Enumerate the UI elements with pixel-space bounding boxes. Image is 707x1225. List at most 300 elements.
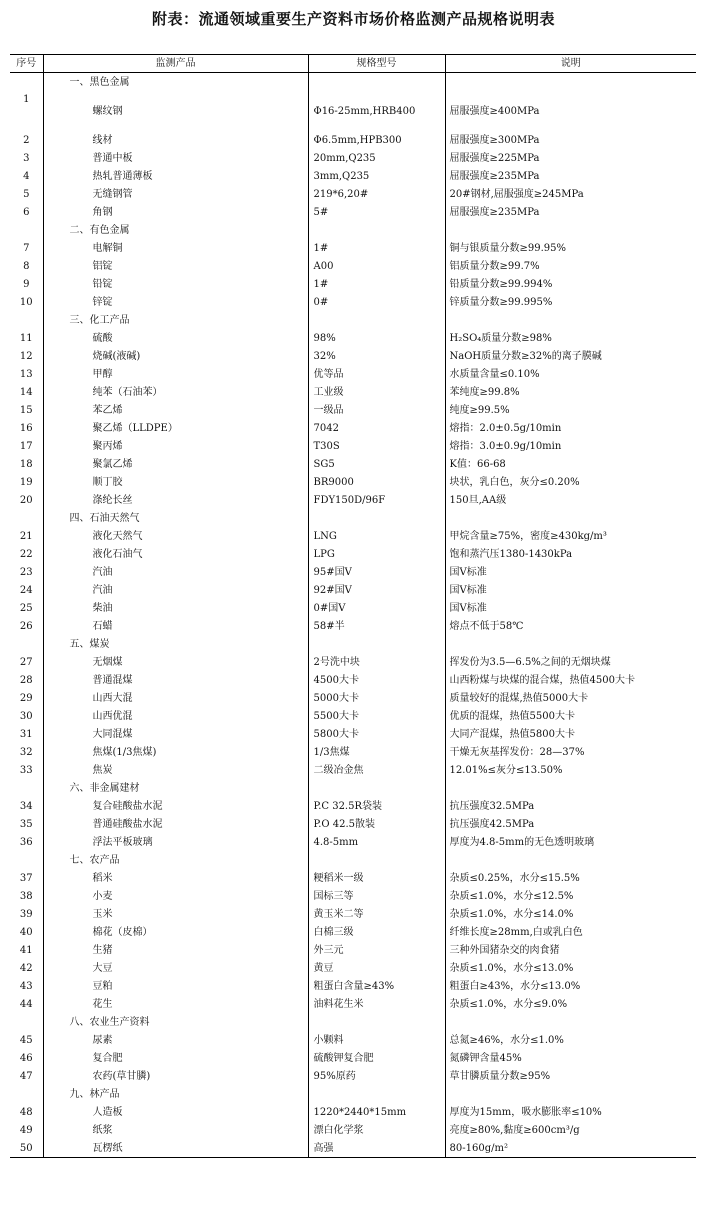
row-spec: LPG (308, 545, 445, 563)
table-row (10, 419, 696, 437)
table-row (10, 491, 696, 509)
row-spec: 4.8-5mm (308, 833, 445, 851)
row-description-cell (445, 1013, 696, 1031)
row-product: 玉米 (43, 905, 308, 923)
row-spec: 20mm,Q235 (308, 149, 445, 167)
table-row (10, 1121, 696, 1139)
row-index: 30 (19, 710, 33, 722)
row-spec: 3mm,Q235 (308, 167, 445, 185)
row-index: 37 (19, 872, 33, 884)
row-spec: 5500大卡 (308, 707, 445, 725)
row-product: 聚乙烯（LLDPE） (43, 419, 308, 437)
table-row (10, 887, 696, 905)
row-index-cell (10, 635, 43, 653)
row-product: 涤纶长丝 (43, 491, 308, 509)
category-row (10, 509, 696, 527)
row-product: 烧碱(液碱) (43, 347, 308, 365)
row-spec-cell (308, 73, 445, 92)
category-label: 九、林产品 (43, 1085, 308, 1103)
category-row (10, 73, 696, 92)
table-row (10, 689, 696, 707)
row-description-cell (445, 1085, 696, 1103)
row-product: 液化石油气 (43, 545, 308, 563)
row-index: 22 (19, 548, 33, 560)
row-spec-cell (308, 851, 445, 869)
row-product: 聚氯乙烯 (43, 455, 308, 473)
row-product: 花生 (43, 995, 308, 1013)
row-index: 44 (19, 998, 33, 1010)
row-product: 顺丁胶 (43, 473, 308, 491)
row-spec: 0# (308, 293, 445, 311)
row-description: 厚度为15mm，吸水膨胀率≤10% (445, 1103, 696, 1121)
table-row (10, 91, 696, 131)
row-spec: 一级品 (308, 401, 445, 419)
row-index: 8 (23, 260, 30, 272)
category-label: 八、农业生产资料 (43, 1013, 308, 1031)
row-product: 苯乙烯 (43, 401, 308, 419)
row-spec: P.O 42.5散装 (308, 815, 445, 833)
row-spec: 58#半 (308, 617, 445, 635)
row-index: 33 (19, 764, 33, 776)
table-row (10, 1139, 696, 1158)
row-product: 电解铜 (43, 239, 308, 257)
row-product: 山西优混 (43, 707, 308, 725)
row-index: 31 (19, 728, 33, 740)
row-description: 杂质≤1.0%，水分≤12.5% (445, 887, 696, 905)
row-spec: P.C 32.5R袋装 (308, 797, 445, 815)
row-index: 43 (19, 980, 33, 992)
row-description: 杂质≤1.0%，水分≤9.0% (445, 995, 696, 1013)
document-title: 附表：流通领域重要生产资料市场价格监测产品规格说明表 (151, 10, 555, 28)
table-header-row (10, 55, 696, 73)
row-index: 15 (19, 404, 33, 416)
row-product: 无缝钢管 (43, 185, 308, 203)
row-product: 大豆 (43, 959, 308, 977)
row-index: 36 (19, 836, 33, 848)
row-product: 焦煤(1/3焦煤) (43, 743, 308, 761)
row-index: 39 (19, 908, 33, 920)
row-description: 三种外国猪杂交的肉食猪 (445, 941, 696, 959)
row-description: 纯度≥99.5% (445, 401, 696, 419)
row-spec-cell (308, 635, 445, 653)
row-product: 焦炭 (43, 761, 308, 779)
row-spec: 1# (308, 275, 445, 293)
row-description: 挥发份为3.5—6.5%之间的无烟块煤 (445, 653, 696, 671)
table-row (10, 905, 696, 923)
row-product: 汽油 (43, 563, 308, 581)
row-description: 抗压强度32.5MPa (445, 797, 696, 815)
row-product: 尿素 (43, 1031, 308, 1049)
row-spec: 219*6,20# (308, 185, 445, 203)
row-description: 12.01%≤灰分≤13.50% (445, 761, 696, 779)
row-description: 块状，乳白色，灰分≤0.20% (445, 473, 696, 491)
row-spec: 2号洗中块 (308, 653, 445, 671)
row-product: 纸浆 (43, 1121, 308, 1139)
row-index-cell (10, 1085, 43, 1103)
row-index: 6 (23, 206, 30, 218)
row-index: 14 (19, 386, 33, 398)
row-spec: 92#国Ⅴ (308, 581, 445, 599)
row-index-cell (10, 221, 43, 239)
row-product: 棉花（皮棉） (43, 923, 308, 941)
row-product: 锌锭 (43, 293, 308, 311)
row-description: 锌质量分数≥99.995% (445, 293, 696, 311)
row-description: 饱和蒸汽压1380-1430kPa (445, 545, 696, 563)
row-index: 24 (19, 584, 33, 596)
row-spec: 工业级 (308, 383, 445, 401)
row-index-cell (10, 779, 43, 797)
row-product: 瓦楞纸 (43, 1139, 308, 1158)
row-description: 国Ⅴ标准 (445, 581, 696, 599)
row-spec: 漂白化学浆 (308, 1121, 445, 1139)
row-product: 液化天然气 (43, 527, 308, 545)
row-product: 螺纹钢 (43, 91, 308, 131)
row-index-cell (10, 1013, 43, 1031)
row-product: 线材 (43, 131, 308, 149)
table-row (10, 941, 696, 959)
table-row (10, 329, 696, 347)
table-row (10, 473, 696, 491)
row-description: 粗蛋白≥43%，水分≤13.0% (445, 977, 696, 995)
row-description: 熔点不低于58℃ (445, 617, 696, 635)
row-spec: BR9000 (308, 473, 445, 491)
row-spec: 0#国Ⅴ (308, 599, 445, 617)
row-index: 19 (19, 476, 33, 488)
row-description: 草甘膦质量分数≥95% (445, 1067, 696, 1085)
row-spec-cell (308, 509, 445, 527)
row-product: 复合肥 (43, 1049, 308, 1067)
row-spec: 5000大卡 (308, 689, 445, 707)
row-description: K值：66-68 (445, 455, 696, 473)
row-description: 总氮≥46%，水分≤1.0% (445, 1031, 696, 1049)
table-row (10, 995, 696, 1013)
row-index: 5 (23, 188, 30, 200)
row-product: 大同混煤 (43, 725, 308, 743)
row-description: 山西粉煤与块煤的混合煤，热值4500大卡 (445, 671, 696, 689)
table-row (10, 1067, 696, 1085)
row-spec: 二级冶金焦 (308, 761, 445, 779)
row-spec: 小颗料 (308, 1031, 445, 1049)
spec-table (10, 54, 696, 1158)
table-row (10, 707, 696, 725)
row-product: 甲醇 (43, 365, 308, 383)
table-row (10, 1103, 696, 1121)
row-description: 国Ⅴ标准 (445, 563, 696, 581)
row-index: 16 (19, 422, 33, 434)
row-spec: T30S (308, 437, 445, 455)
table-row (10, 743, 696, 761)
row-spec: 粗蛋白含量≥43% (308, 977, 445, 995)
row-product: 复合硅酸盐水泥 (43, 797, 308, 815)
row-spec: 7042 (308, 419, 445, 437)
row-index: 21 (19, 530, 33, 542)
row-spec-cell (308, 779, 445, 797)
row-index: 50 (10, 1139, 43, 1158)
row-product: 浮法平板玻璃 (43, 833, 308, 851)
row-product: 铅锭 (43, 275, 308, 293)
row-index: 42 (19, 962, 33, 974)
table-row (10, 203, 696, 221)
row-index: 7 (23, 242, 30, 254)
category-row (10, 1085, 696, 1103)
row-description: 80-160g/m² (445, 1139, 696, 1158)
table-body (10, 73, 696, 1158)
row-index: 47 (19, 1070, 33, 1082)
row-product: 聚丙烯 (43, 437, 308, 455)
row-index-cell (10, 851, 43, 869)
table-row (10, 1031, 696, 1049)
row-index: 46 (19, 1052, 33, 1064)
row-index: 4 (23, 170, 30, 182)
row-spec: 4500大卡 (308, 671, 445, 689)
row-product: 无烟煤 (43, 653, 308, 671)
row-description-cell (445, 73, 696, 92)
row-index: 18 (19, 458, 33, 470)
row-product: 硫酸 (43, 329, 308, 347)
category-row (10, 779, 696, 797)
table-row (10, 167, 696, 185)
row-spec: 1220*2440*15mm (308, 1103, 445, 1121)
row-description: H₂SO₄质量分数≥98% (445, 329, 696, 347)
row-spec-cell (308, 221, 445, 239)
category-label: 六、非金属建材 (43, 779, 308, 797)
table-row (10, 599, 696, 617)
row-description: 铝质量分数≥99.7% (445, 257, 696, 275)
row-spec: 硫酸钾复合肥 (308, 1049, 445, 1067)
table-row (10, 797, 696, 815)
table-row (10, 815, 696, 833)
row-product: 角钢 (43, 203, 308, 221)
row-description: 屈服强度≥300MPa (445, 131, 696, 149)
row-product: 普通中板 (43, 149, 308, 167)
row-product: 普通硅酸盐水泥 (43, 815, 308, 833)
category-row (10, 1013, 696, 1031)
row-spec: 黄豆 (308, 959, 445, 977)
row-spec: SG5 (308, 455, 445, 473)
row-product: 人造板 (43, 1103, 308, 1121)
row-description: 熔指：3.0±0.9g/10min (445, 437, 696, 455)
table-row (10, 401, 696, 419)
row-product: 石蜡 (43, 617, 308, 635)
row-index: 49 (19, 1124, 33, 1136)
category-row (10, 221, 696, 239)
row-index: 2 (23, 134, 30, 146)
row-spec: LNG (308, 527, 445, 545)
row-spec: 1/3焦煤 (308, 743, 445, 761)
table-row (10, 437, 696, 455)
row-description: 干燥无灰基挥发份：28—37% (445, 743, 696, 761)
row-index: 26 (19, 620, 33, 632)
header-product: 监测产品 (43, 55, 308, 73)
row-description-cell (445, 779, 696, 797)
row-spec: 国标三等 (308, 887, 445, 905)
table-row (10, 257, 696, 275)
table-row (10, 527, 696, 545)
table-row (10, 761, 696, 779)
row-index: 38 (19, 890, 33, 902)
row-product: 普通混煤 (43, 671, 308, 689)
row-description: 熔指：2.0±0.5g/10min (445, 419, 696, 437)
row-spec: 95#国Ⅴ (308, 563, 445, 581)
row-spec: Φ6.5mm,HPB300 (308, 131, 445, 149)
row-spec: 油料花生米 (308, 995, 445, 1013)
row-product: 稻米 (43, 869, 308, 887)
row-index: 13 (19, 368, 33, 380)
row-description-cell (445, 851, 696, 869)
row-description: 杂质≤1.0%，水分≤13.0% (445, 959, 696, 977)
table-row (10, 347, 696, 365)
row-spec: Φ16-25mm,HRB400 (308, 91, 445, 131)
row-index: 1 (23, 94, 30, 105)
row-description: 抗压强度42.5MPa (445, 815, 696, 833)
table-row (10, 977, 696, 995)
row-product: 生猪 (43, 941, 308, 959)
row-index: 3 (23, 152, 30, 164)
row-description: 甲烷含量≥75%，密度≥430kg/m³ (445, 527, 696, 545)
table-row (10, 725, 696, 743)
category-label: 四、石油天然气 (43, 509, 308, 527)
row-index-cell (10, 311, 43, 329)
row-spec: 白棉三级 (308, 923, 445, 941)
row-description: 国Ⅴ标准 (445, 599, 696, 617)
table-row (10, 365, 696, 383)
row-description: 屈服强度≥235MPa (445, 167, 696, 185)
row-spec: FDY150D/96F (308, 491, 445, 509)
table-row (10, 275, 696, 293)
row-index: 10 (19, 296, 33, 308)
row-description: 20#钢材,屈服强度≥245MPa (445, 185, 696, 203)
table-row (10, 149, 696, 167)
table-row (10, 833, 696, 851)
table-row (10, 293, 696, 311)
row-description: 优质的混煤，热值5500大卡 (445, 707, 696, 725)
table-row (10, 671, 696, 689)
row-description: 大同产混煤，热值5800大卡 (445, 725, 696, 743)
table-row (10, 581, 696, 599)
row-spec-cell (308, 311, 445, 329)
row-spec: 5# (308, 203, 445, 221)
table-row (10, 617, 696, 635)
row-description: 水质量含量≤0.10% (445, 365, 696, 383)
table-row (10, 455, 696, 473)
row-index: 17 (19, 440, 33, 452)
row-description: 纤维长度≥28mm,白或乳白色 (445, 923, 696, 941)
row-index: 12 (19, 350, 33, 362)
category-row (10, 851, 696, 869)
category-label: 三、化工产品 (43, 311, 308, 329)
row-description: 杂质≤1.0%，水分≤14.0% (445, 905, 696, 923)
row-description: 铅质量分数≥99.994% (445, 275, 696, 293)
row-description: 屈服强度≥235MPa (445, 203, 696, 221)
category-row (10, 311, 696, 329)
table-row (10, 545, 696, 563)
row-description-cell (445, 635, 696, 653)
category-row (10, 635, 696, 653)
row-description: 苯纯度≥99.8% (445, 383, 696, 401)
table-row (10, 869, 696, 887)
row-product: 小麦 (43, 887, 308, 905)
category-label: 一、黑色金属 (43, 73, 308, 92)
header-description: 说明 (445, 55, 696, 73)
row-product: 铝锭 (43, 257, 308, 275)
row-description: 150旦,AA级 (445, 491, 696, 509)
row-index: 32 (19, 746, 33, 758)
row-index: 40 (19, 926, 33, 938)
table-row (10, 1049, 696, 1067)
row-spec: 5800大卡 (308, 725, 445, 743)
category-label: 五、煤炭 (43, 635, 308, 653)
row-product: 山西大混 (43, 689, 308, 707)
row-description: 厚度为4.8-5mm的无色透明玻璃 (445, 833, 696, 851)
row-spec: 1# (308, 239, 445, 257)
row-description: 铜与银质量分数≥99.95% (445, 239, 696, 257)
row-index: 20 (19, 494, 33, 506)
row-spec: 优等品 (308, 365, 445, 383)
row-index: 25 (19, 602, 33, 614)
header-spec: 规格型号 (308, 55, 445, 73)
table-row (10, 959, 696, 977)
row-spec: 黄玉米二等 (308, 905, 445, 923)
category-label: 二、有色金属 (43, 221, 308, 239)
row-index: 23 (19, 566, 33, 578)
row-product: 热轧普通薄板 (43, 167, 308, 185)
table-row (10, 239, 696, 257)
table-row (10, 563, 696, 581)
row-index: 45 (19, 1034, 33, 1046)
row-index: 48 (19, 1106, 33, 1118)
row-description: NaOH质量分数≥32%的离子膜碱 (445, 347, 696, 365)
row-spec: 粳稻米一级 (308, 869, 445, 887)
row-description: 亮度≥80%,黏度≥600cm³/g (445, 1121, 696, 1139)
row-description: 杂质≤0.25%，水分≤15.5% (445, 869, 696, 887)
row-description: 屈服强度≥400MPa (445, 91, 696, 131)
row-index: 34 (19, 800, 33, 812)
row-spec: A00 (308, 257, 445, 275)
row-spec: 外三元 (308, 941, 445, 959)
row-product: 纯苯（石油苯） (43, 383, 308, 401)
row-index: 28 (19, 674, 33, 686)
row-product: 豆粕 (43, 977, 308, 995)
row-spec: 98% (308, 329, 445, 347)
row-spec: 高强 (308, 1139, 445, 1158)
table-row (10, 923, 696, 941)
row-index-cell (10, 509, 43, 527)
row-index: 35 (19, 818, 33, 830)
row-spec: 95%原药 (308, 1067, 445, 1085)
row-description: 氮磷钾含量45% (445, 1049, 696, 1067)
row-description: 质量较好的混煤,热值5000大卡 (445, 689, 696, 707)
table-row (10, 185, 696, 203)
row-description-cell (445, 221, 696, 239)
row-product: 汽油 (43, 581, 308, 599)
row-index-cell (10, 73, 43, 92)
row-product: 农药(草甘膦) (43, 1067, 308, 1085)
row-description-cell (445, 509, 696, 527)
row-description-cell (445, 311, 696, 329)
row-index: 11 (19, 332, 33, 344)
row-spec: 32% (308, 347, 445, 365)
table-row (10, 653, 696, 671)
row-description: 屈服强度≥225MPa (445, 149, 696, 167)
row-product: 柴油 (43, 599, 308, 617)
table-row (10, 383, 696, 401)
row-spec-cell (308, 1085, 445, 1103)
table-row (10, 131, 696, 149)
row-index: 29 (19, 692, 33, 704)
row-index: 27 (19, 656, 33, 668)
header-index: 序号 (10, 55, 43, 73)
row-index: 41 (19, 944, 33, 956)
